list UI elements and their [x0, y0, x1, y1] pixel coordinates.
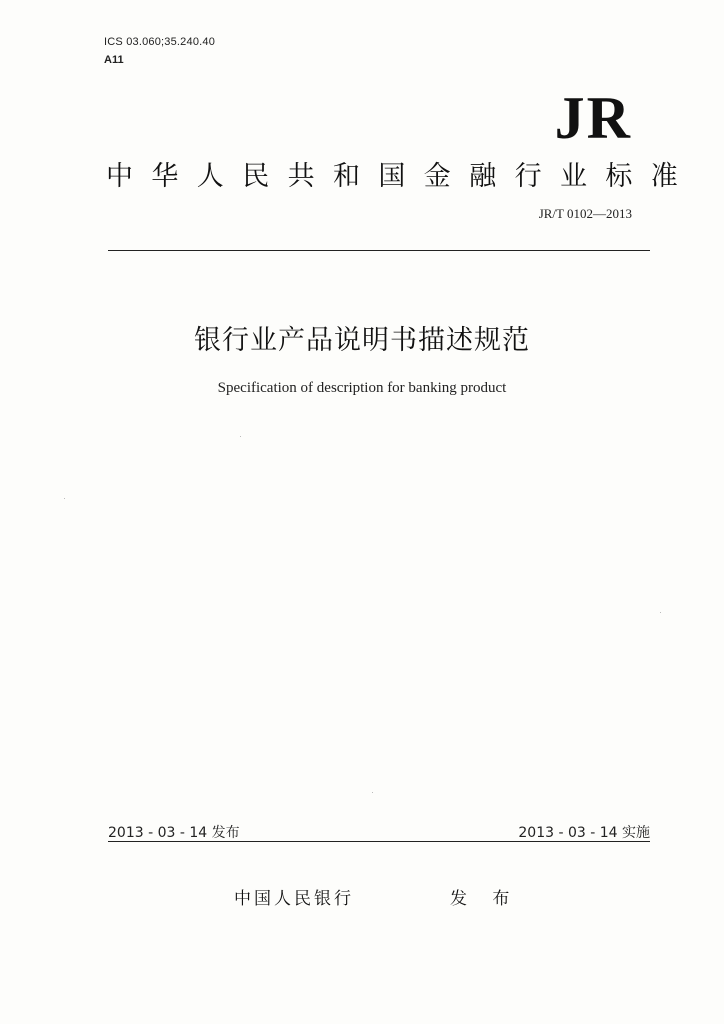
scan-speck — [660, 612, 661, 613]
classification-code: A11 — [104, 54, 124, 66]
jr-logo: JR — [554, 85, 632, 151]
scan-speck — [240, 436, 241, 437]
scan-speck — [372, 792, 373, 793]
header-divider — [108, 250, 650, 251]
publish-date: 2013 - 03 - 14 发布 — [108, 825, 240, 841]
ics-code: ICS 03.060;35.240.40 — [104, 36, 216, 48]
standard-title: 中华人民共和国金融行业标准 — [106, 161, 697, 192]
standard-number: JR/T 0102—2013 — [538, 206, 632, 221]
issuer-name: 中国人民银行 — [234, 889, 354, 909]
issue-label: 发 布 — [450, 889, 520, 909]
document-title-en: Specification of description for banking product — [217, 380, 507, 396]
scan-speck — [64, 498, 65, 499]
document-title-cn: 银行业产品说明书描述规范 — [194, 325, 530, 356]
implement-date: 2013 - 03 - 14 实施 — [518, 825, 650, 841]
footer-divider — [108, 841, 650, 842]
